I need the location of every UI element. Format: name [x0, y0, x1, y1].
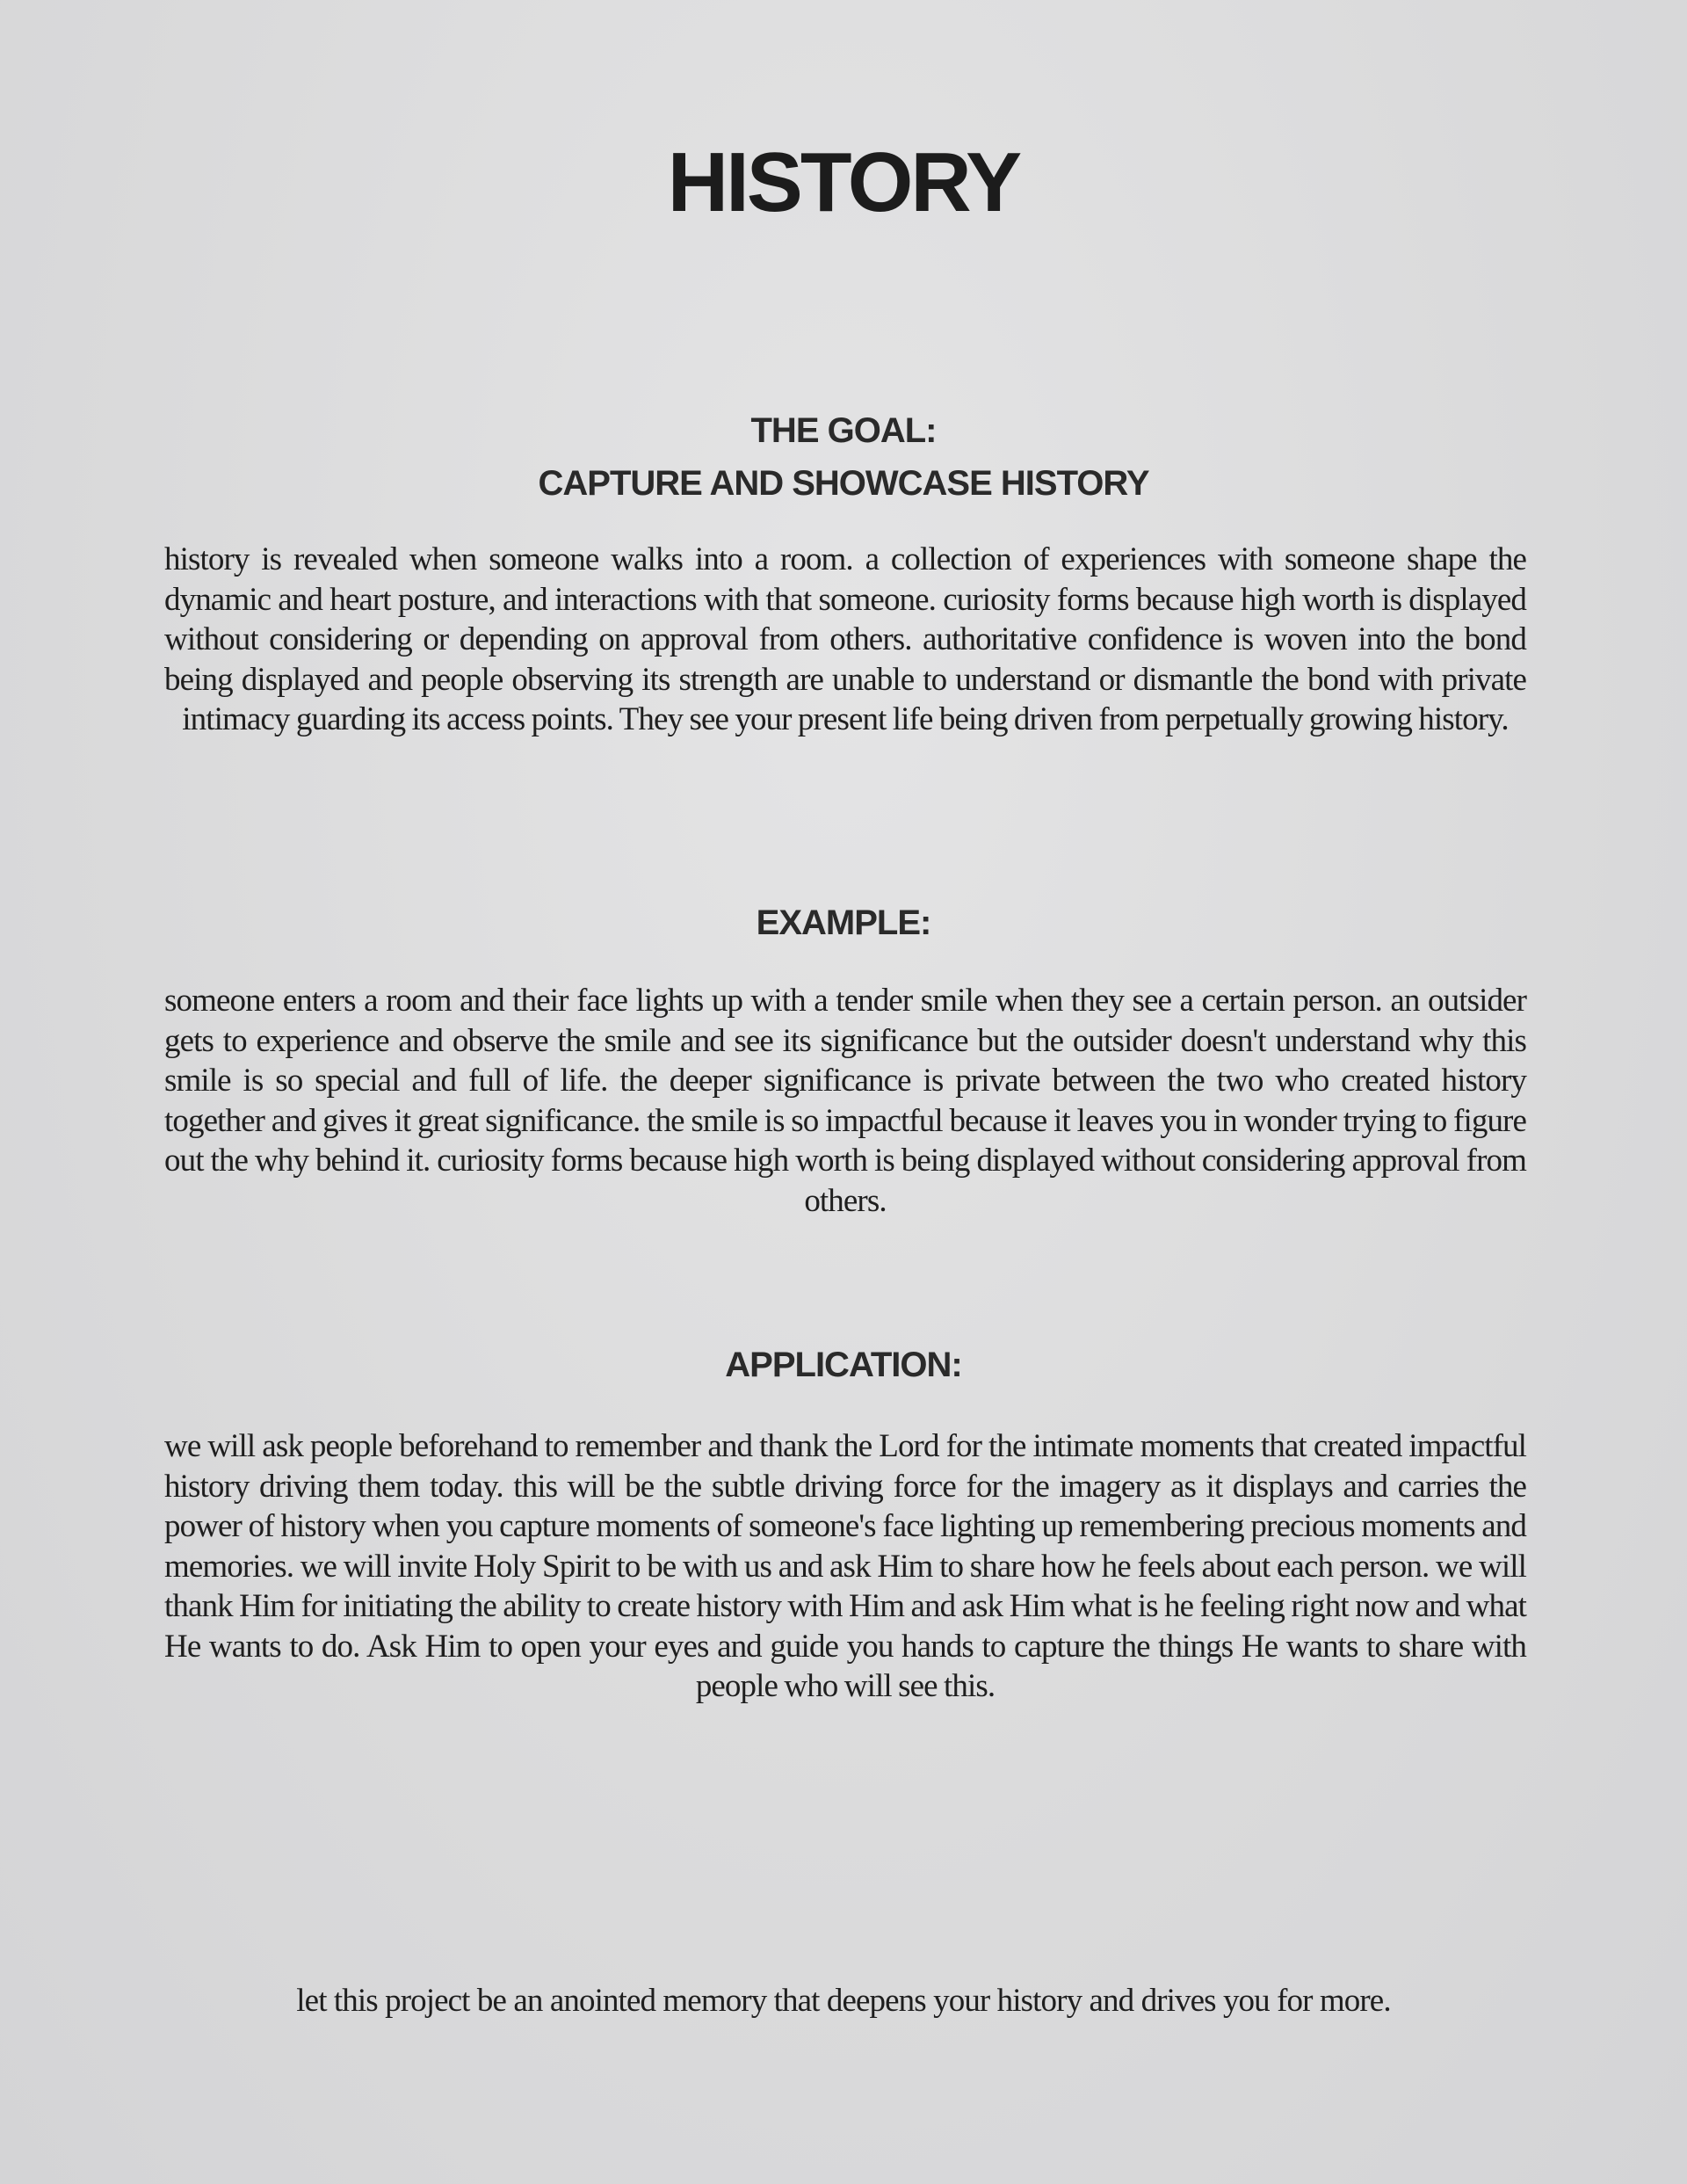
- goal-paragraph: history is revealed when someone walks into a room. a collection of experiences with someone shape the dynamic and heart posture, and interactions with that someone. curiosity forms because high worth is displayed without considering or depending on approval from others. authoritative confidence is woven into the bond being displayed and people observing its strength are unable to understand or dismantle the bond with private intimacy guarding its access points. They see your present life being driven from perpetually growing history.: [164, 541, 1526, 737]
- closing-statement: let this project be an anointed memory that deepens your history and drives you for more.: [296, 1983, 1391, 2019]
- goal-heading-label: THE GOAL:: [750, 411, 937, 450]
- application-paragraph: we will ask people beforehand to remember and thank the Lord for the intimate moments that created impactful history driving them today. this will be the subtle driving force for the imagery as it displays and carries the power of history when you capture moments of someone's face lighting up remembering precious moments and memories. we will invite Holy Spirit to be with us and ask Him to share how he feels about each person. we will thank Him for initiating the ability to create history with Him and ask Him what is he feeling right now and what He wants to do. Ask Him to open your eyes and guide you hands to capture the things He wants to share with people who will see this.: [164, 1428, 1526, 1704]
- goal-heading: [0, 404, 1687, 510]
- application-heading: APPLICATION:: [725, 1346, 962, 1384]
- page-title: HISTORY: [667, 135, 1020, 229]
- goal-heading-subtitle: CAPTURE AND SHOWCASE HISTORY: [538, 464, 1149, 503]
- example-paragraph: someone enters a room and their face lights up with a tender smile when they see a certain person. an outsider gets to experience and observe the smile and see its significance but the outsider doesn't understand why this smile is so special and full of life. the deeper significance is private between the two who created history together and gives it great significance. the smile is so impactful because it leaves you in wonder trying to figure out the why behind it. curiosity forms because high worth is being displayed without considering approval from others.: [164, 983, 1526, 1219]
- example-heading: EXAMPLE:: [756, 903, 931, 942]
